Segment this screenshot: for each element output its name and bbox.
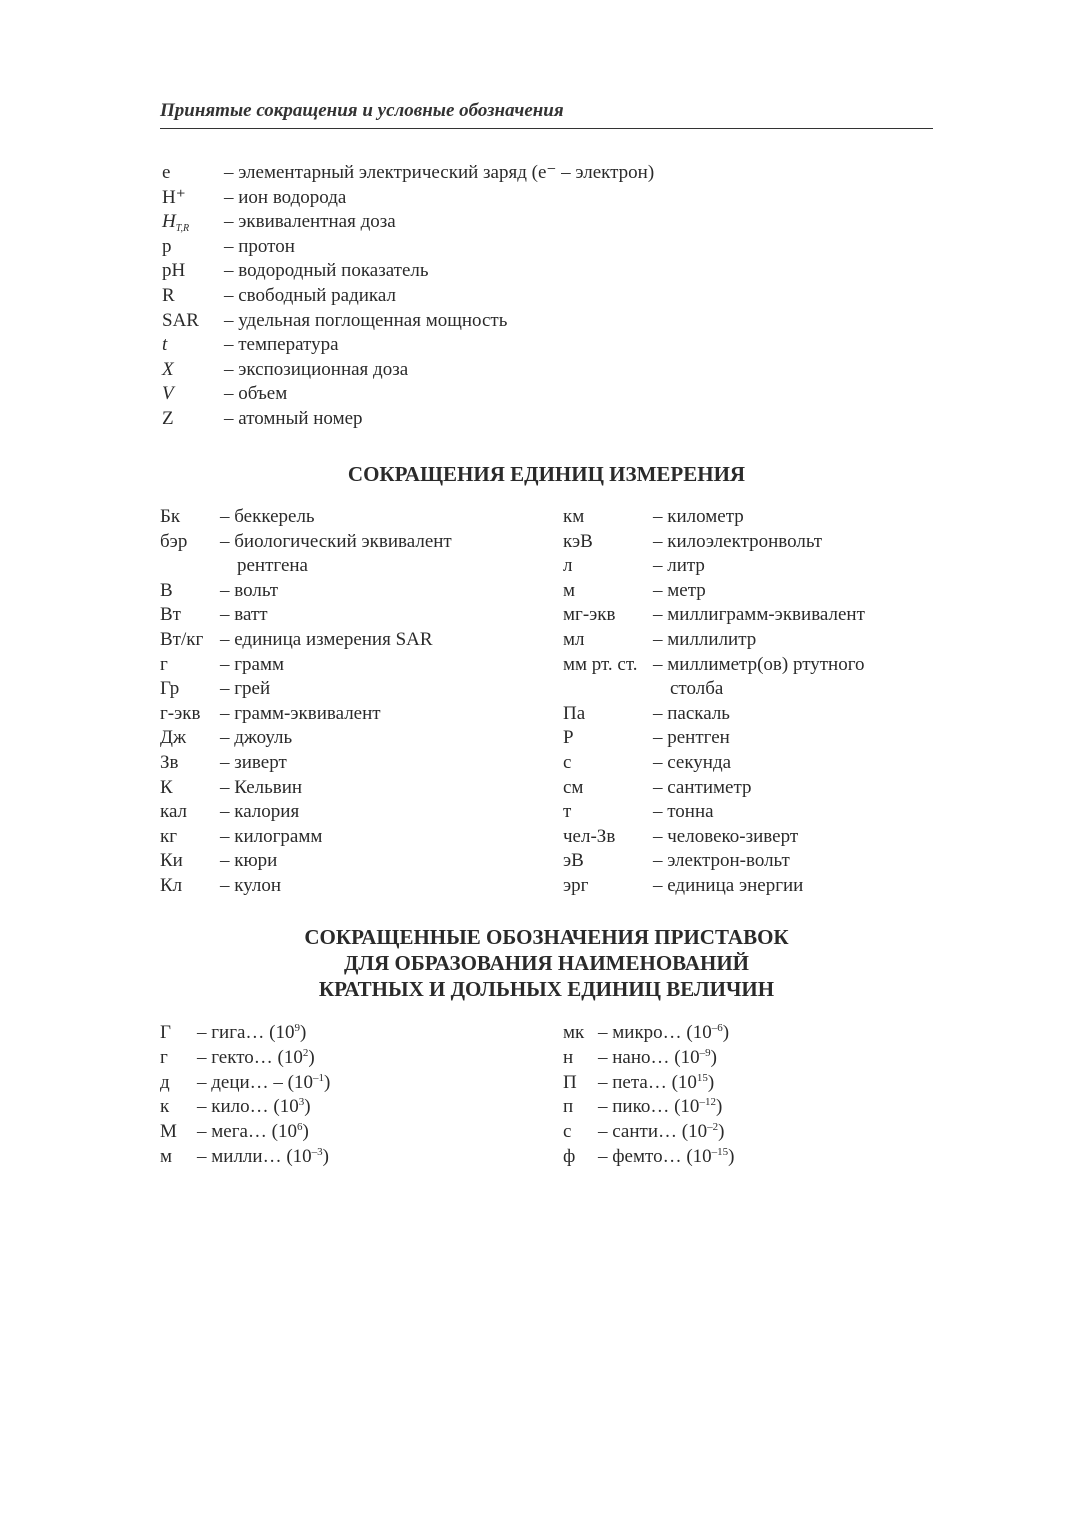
unit-right-definition: – километр <box>653 506 744 527</box>
symbol-abbr: Z <box>162 408 174 429</box>
symbol-definition: – протон <box>224 235 295 257</box>
unit-right-definition: – метр <box>653 579 706 601</box>
unit-left-definition: – зиверт <box>220 752 287 773</box>
unit-left-abbr: г <box>160 653 168 675</box>
unit-left-definition: – биологический эквивалент <box>220 530 452 552</box>
symbol-abbr: t <box>162 334 168 356</box>
unit-left-abbr: Кл <box>160 875 183 896</box>
symbol-abbr: e <box>162 162 171 183</box>
unit-right-definition: – секунда <box>653 752 732 773</box>
unit-left-definition: – ватт <box>220 604 268 626</box>
unit-left-definition: – вольт <box>220 579 279 601</box>
unit-left-abbr: кг <box>160 825 178 847</box>
unit-right-abbr: Р <box>563 727 574 749</box>
unit-left-definition: – кулон <box>220 875 282 896</box>
symbol-definition: – температура <box>224 334 339 356</box>
prefixes-heading-line-3: КРАТНЫХ И ДОЛЬНЫХ ЕДИНИЦ ВЕЛИЧИН <box>318 977 775 1001</box>
unit-left-abbr: Вт <box>160 604 181 626</box>
prefix-left-definition: – милли… $(10^{-3})$ <box>197 1146 329 1167</box>
unit-left-abbr: К <box>160 776 173 798</box>
unit-right-definition: – миллиграмм-эквивалент <box>653 604 865 626</box>
prefix-right-definition: – фемто… $(10^{-15})$ <box>598 1146 735 1167</box>
symbol-definition: – водородный показатель <box>224 260 429 282</box>
unit-right-definition: – рентген <box>653 727 730 749</box>
unit-left-abbr: Дж <box>160 727 187 749</box>
unit-left-definition: – грамм-эквивалент <box>220 702 381 724</box>
unit-left-definition: – грамм <box>220 653 285 675</box>
unit-left-abbr: кал <box>160 801 188 823</box>
prefix-right-definition: – санти… $(10^{-2})$ <box>598 1121 725 1143</box>
symbol-definition: – ион водорода <box>224 186 347 208</box>
symbol-definition: – удельная поглощенная мощность <box>224 309 508 331</box>
prefix-left-definition: – гига… $(10^9)$ <box>197 1022 307 1043</box>
unit-right-definition: – миллиметр(ов) ртутного <box>653 653 865 675</box>
unit-left-abbr: Бк <box>160 506 181 527</box>
symbol-abbr: p <box>162 235 172 257</box>
unit-right-definition: – электрон-вольт <box>653 850 790 872</box>
prefix-right-abbr: П <box>563 1071 577 1093</box>
unit-left-definition: – килограмм <box>220 825 323 847</box>
symbol-definition: – элементарный электрический заряд (e⁻ – электрон) <box>224 162 655 183</box>
prefix-left-definition: – деци… – $(10^{-1})$ <box>197 1071 331 1093</box>
prefix-left-abbr: м <box>160 1146 173 1167</box>
symbol-abbr: $H_{T,R}$ <box>162 211 190 235</box>
unit-left-definition: – единица измерения SAR <box>220 629 433 650</box>
prefix-right-abbr: н <box>563 1046 574 1068</box>
unit-left-abbr: В <box>160 579 173 601</box>
unit-left-abbr: Гр <box>160 678 180 700</box>
unit-left-abbr: бэр <box>160 530 188 552</box>
prefix-right-abbr: с <box>563 1121 572 1143</box>
symbol-definition: – экспозиционная доза <box>224 358 409 380</box>
unit-left-definition: – грей <box>220 678 271 700</box>
unit-right-abbr: л <box>563 555 573 577</box>
running-head: Принятые сокращения и условные обозначения <box>160 100 564 121</box>
symbol-abbr: R <box>162 285 175 306</box>
unit-right-abbr: Па <box>563 702 586 724</box>
unit-right-definition: – человеко-зиверт <box>653 825 799 847</box>
unit-right-abbr: км <box>563 506 585 527</box>
unit-left-abbr: Ки <box>160 850 183 872</box>
symbol-abbr: H⁺ <box>162 186 186 208</box>
prefix-left-abbr: Г <box>160 1022 171 1043</box>
unit-left-definition: – кюри <box>220 850 278 872</box>
prefix-right-abbr: ф <box>563 1146 576 1167</box>
symbol-definition: – объем <box>224 383 288 405</box>
prefixes-heading-line-1: СОКРАЩЕННЫЕ ОБОЗНАЧЕНИЯ ПРИСТАВОК <box>304 925 789 949</box>
symbol-definition: – свободный радикал <box>224 285 396 306</box>
prefix-left-abbr: г <box>160 1046 168 1068</box>
unit-left-definition: – беккерель <box>220 506 315 527</box>
unit-right-abbr: чел-Зв <box>563 825 616 847</box>
unit-left-abbr: Вт/кг <box>160 629 204 650</box>
unit-right-definition: – литр <box>653 555 705 577</box>
prefix-left-definition: – мега… $(10^6)$ <box>197 1121 309 1143</box>
unit-left-definition: – джоуль <box>220 727 293 749</box>
unit-right-abbr: мм рт. ст. <box>563 653 638 675</box>
unit-right-abbr: эВ <box>563 850 584 872</box>
unit-right-abbr: кэВ <box>563 530 593 552</box>
prefix-left-abbr: к <box>160 1096 170 1118</box>
unit-right-definition: – миллилитр <box>653 629 757 650</box>
unit-right-definition: – тонна <box>653 801 714 823</box>
prefix-right-abbr: мк <box>563 1022 585 1043</box>
prefix-right-definition: – пико… $(10^{-12})$ <box>598 1096 723 1118</box>
unit-left-abbr: Зв <box>160 752 179 773</box>
unit-right-definition: – сантиметр <box>653 776 752 798</box>
prefix-left-definition: – кило… $(10^3)$ <box>197 1096 311 1118</box>
symbol-abbr: V <box>162 383 174 405</box>
unit-right-definition: – паскаль <box>653 702 730 724</box>
unit-right-abbr: м <box>563 579 576 601</box>
unit-right-abbr: см <box>563 776 584 798</box>
symbol-definition: – эквивалентная доза <box>224 211 396 233</box>
symbol-abbr: X <box>162 358 174 380</box>
symbol-abbr: SAR <box>162 309 199 331</box>
prefix-left-abbr: М <box>160 1121 177 1143</box>
prefix-right-definition: – нано… $(10^{-9})$ <box>598 1046 717 1068</box>
symbol-definition: – атомный номер <box>224 408 363 429</box>
unit-left-definition: – Кельвин <box>220 776 303 798</box>
unit-right-abbr: мл <box>563 629 585 650</box>
prefix-right-definition: – пета… $(10^{15})$ <box>598 1071 715 1093</box>
prefix-right-definition: – микро… $(10^{-6})$ <box>598 1022 730 1043</box>
prefix-left-abbr: д <box>160 1071 170 1093</box>
symbol-abbr: pH <box>162 260 186 282</box>
unit-left-definition: рентгена <box>237 555 308 577</box>
units-heading: СОКРАЩЕНИЯ ЕДИНИЦ ИЗМЕРЕНИЯ <box>347 462 746 486</box>
prefixes-heading-line-2: ДЛЯ ОБРАЗОВАНИЯ НАИМЕНОВАНИЙ <box>343 951 750 975</box>
unit-right-abbr: т <box>563 801 572 823</box>
unit-right-abbr: с <box>563 752 572 773</box>
unit-right-definition: столба <box>670 678 724 700</box>
unit-left-definition: – калория <box>220 801 300 823</box>
prefix-right-abbr: п <box>563 1096 574 1118</box>
unit-right-definition: – единица энергии <box>653 875 804 896</box>
header-rule <box>160 128 933 129</box>
unit-right-definition: – килоэлектронвольт <box>653 530 823 552</box>
unit-right-abbr: мг-экв <box>563 604 616 626</box>
unit-right-abbr: эрг <box>563 875 589 896</box>
unit-left-abbr: г-экв <box>160 702 201 724</box>
prefix-left-definition: – гекто… $(10^2)$ <box>197 1046 315 1068</box>
